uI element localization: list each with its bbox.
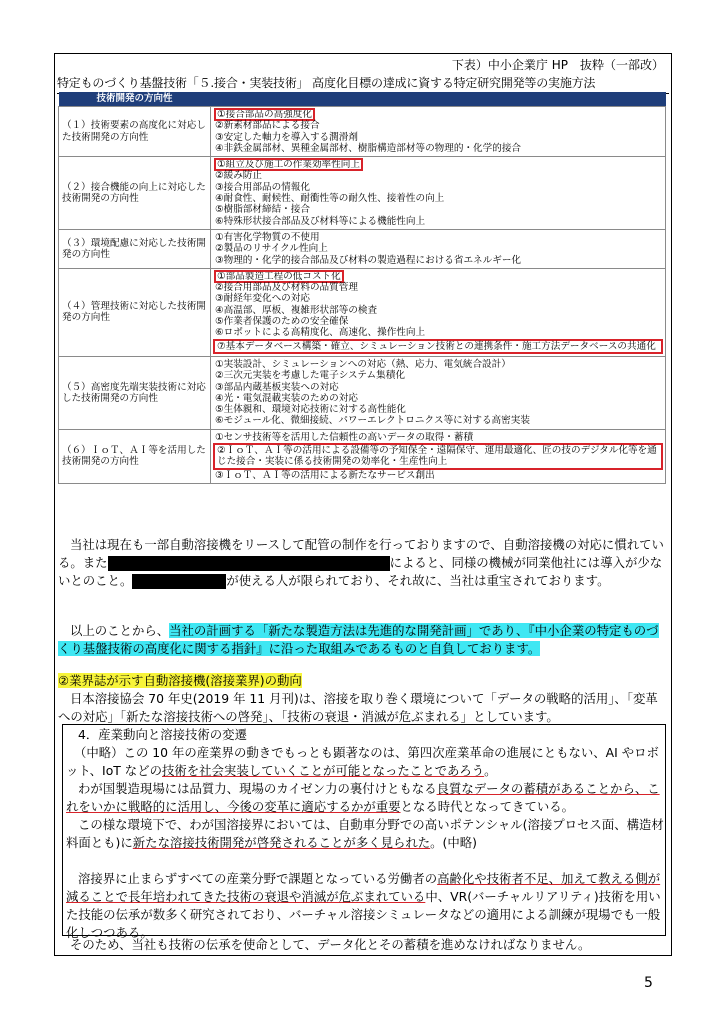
row-item-text: ②新素材部品による接合: [215, 120, 320, 132]
p1-c: が使える人が限られており、それ故に、当社は重宝されております。: [226, 573, 610, 588]
row-item: [215, 255, 661, 266]
row-category: （５）高密度先端実装技術に対応した技術開発の方向性: [59, 356, 211, 429]
closing-line: そのため、当社も技術の伝承を使命として、データ化とその蓄積を進めなければなりません。: [70, 937, 591, 952]
table-row: [59, 429, 666, 483]
row-items: [211, 429, 666, 483]
q2c: となる時代となってきている。: [400, 799, 575, 814]
row-items: [211, 157, 666, 230]
table-title: 特定ものづくり基盤技術「５.接合・実装技術」 高度化目標の達成に資する特定研究開発等の実施方法: [57, 74, 669, 94]
row-item: [213, 339, 663, 354]
redacted-2: [132, 574, 226, 589]
heading-2-text: ②業界誌が示す自動溶接機(溶接業界)の動向: [58, 673, 302, 688]
row-item-text: ①センサ技術等を活用した信頼性の高いデータの取得・蓄積: [215, 431, 474, 443]
row-item: [215, 305, 661, 316]
row-item: [215, 182, 661, 193]
q2b: 良質なデータの蓄積があることから、これをいかに戦略的に活用し、今後の変革に適応するかが重要: [66, 781, 660, 814]
row-item: [215, 193, 661, 204]
row-item-text: ④高温部、厚板、複雑形状部等の検査: [215, 304, 378, 316]
quote-p3: [66, 816, 664, 852]
p1-b: によると、同様の機械が同業他社には導入が少ないとのこと。: [58, 555, 663, 588]
q4a: 溶接界に止まらずすべての産業分野で課題となっている労働者の: [78, 871, 438, 886]
row-item: [213, 443, 663, 470]
row-item: [215, 316, 661, 327]
row-item: [215, 327, 661, 338]
p1-a: 当社は現在も一部自動溶接機をリースして配管の制作を行っておりますので、自動溶接機の対応に慣れている。また: [58, 537, 664, 570]
row-item-text: ③部品内蔵基板実装への対応: [215, 381, 339, 393]
row-item-text: ②接合用部品及び材料の品質管理: [215, 282, 358, 294]
row-item: [215, 415, 661, 426]
redacted-1: [108, 556, 390, 571]
paragraph-2: [58, 622, 668, 658]
row-item-text: ③ＩｏＴ、ＡＩ等の活用による新たなサービス創出: [215, 469, 435, 481]
quote-gap: [66, 852, 664, 870]
row-item-text: ②ＩｏＴ、ＡＩ等の活用による設備等の予知保全・遠隔保守、運用最適化、匠の技のデジタル化等を通じた接合・実装に係る技術開発の効率化・生産性向上: [217, 445, 657, 468]
paragraph-1: [58, 536, 668, 590]
q1b: 技術を社会実装していくことが可能となったことであろう: [161, 763, 485, 778]
row-category: （１）技術要素の高度化に対応した技術開発の方向性: [59, 107, 211, 157]
row-item-text: ①部品製造工程の低コスト化: [217, 270, 341, 282]
p2-highlight: 当社の計画する「新たな製造方法は先進的な開発計画」であり、『中小企業の特定ものづくり基盤技術の高度化に関する指針』に沿った取組みであるものと自負しております。: [58, 623, 659, 656]
row-item: [215, 293, 661, 304]
q2a: わが国製造現場には品質力、現場のカイゼン力の裏付けともなる: [78, 781, 437, 796]
q1c: 。: [484, 763, 497, 778]
q3c: 。(中略): [430, 835, 478, 850]
row-item: [215, 271, 661, 282]
row-item: [215, 404, 661, 415]
row-item: [215, 243, 661, 254]
row-item: [215, 170, 661, 181]
quote-p1: [66, 744, 664, 780]
row-item: [215, 232, 661, 243]
row-item-text: ⑤生体親和、環境対応技術に対する高性能化: [215, 404, 406, 416]
row-item: [215, 143, 661, 154]
row-item: [215, 120, 661, 131]
row-item-text: ③耐経年変化への対応: [215, 293, 310, 305]
table-row: [59, 356, 666, 429]
row-items: [211, 107, 666, 157]
row-item: [215, 382, 661, 393]
row-item: [215, 470, 661, 481]
row-item: [215, 282, 661, 293]
quote-p2: [66, 780, 664, 816]
row-item: [215, 370, 661, 381]
row-item: [215, 216, 661, 227]
row-item-text: ①実装設計、シミュレーションへの対応（熱、応力、電気統合設計）: [215, 358, 511, 370]
quote-text: [66, 726, 664, 942]
row-items: [211, 268, 666, 356]
row-item-text: ④光・電気混載実装のための対応: [215, 392, 358, 404]
row-category: （３）環境配慮に対応した技術開発の方向性: [59, 229, 211, 268]
row-item: [215, 132, 661, 143]
row-item-text: ②三次元実装を考慮した電子システム集積化: [215, 370, 405, 382]
row-item: [215, 359, 661, 370]
source-note: 下表）中小企業庁 HP 抜粋（一部改）: [451, 58, 664, 72]
quote-title: 4．産業動向と溶接技術の変遷: [78, 727, 247, 742]
row-category: （４）管理技術に対応した技術開発の方向性: [59, 268, 211, 356]
table-row: [59, 229, 666, 268]
row-item-text: ④非鉄金属部材、異種金属部材、樹脂構造部材等の物理的・化学的接合: [215, 142, 522, 154]
q3b: 新たな溶接技術開発が啓発されることが多く見られた: [132, 835, 431, 850]
quote-p4: [66, 870, 664, 942]
row-item: [215, 159, 661, 170]
table-header-blank: [211, 92, 666, 107]
row-item-text: ④耐食性、耐候性、耐衝性等の耐久性、接着性の向上: [215, 193, 445, 205]
row-item-text: ③接合用部品の情報化: [215, 181, 310, 193]
row-item-text: ⑦基本データベース構築・確立、シミュレーション技術との連携条件・施工方法データベースの共通化: [217, 340, 656, 352]
row-items: [211, 229, 666, 268]
row-item: [215, 109, 661, 120]
row-item-text: ②製品のリサイクル性向上: [215, 243, 328, 255]
row-item-text: ②緩み防止: [215, 170, 262, 182]
row-item-text: ⑥ロボットによる高精度化、高速化、操作性向上: [215, 327, 426, 339]
table-row: [59, 107, 666, 157]
row-item-text: ⑤樹脂部材締結・接合: [215, 204, 310, 216]
q1a: （中略）この 10 年の産業界の動きでもっとも顕著なのは、第四次産業革命の進展にともない、AI やロボット、IoT などの: [66, 745, 659, 778]
row-items: [211, 356, 666, 429]
table-row: [59, 157, 666, 230]
row-item-text: ①組立及び施工の作業効率性向上: [217, 159, 360, 171]
row-item-text: ⑥モジュール化、微細接続、パワーエレクトロニクス等に対する高密実装: [215, 415, 530, 427]
row-item-text: ①接合部品の高強度化: [217, 109, 312, 120]
heading-2: [58, 672, 668, 690]
table-row: [59, 268, 666, 356]
row-item: [215, 204, 661, 215]
row-item-text: ⑥特殊形状接合部品及び材料等による機能性向上: [215, 215, 426, 227]
q4b: 高齢化や技術者不足、加えて教える側が減ることで長年培われてきた技術の衰退や消滅が危ぶまれている: [66, 871, 661, 904]
table-header: 技術開発の方向性: [59, 92, 211, 107]
row-item: [215, 393, 661, 404]
tech-table: [58, 92, 666, 484]
table-header-row: [59, 92, 666, 107]
row-item-text: ③物理的・化学的接合部品及び材料の製造過程における省エネルギー化: [215, 254, 522, 266]
row-item: [215, 432, 661, 443]
q3a: この様な環境下で、わが国溶接界においては、自動車分野での高いポテンシャル(溶接プロセス面、構造材料面とも)に: [66, 817, 664, 850]
row-item-text: ①有害化学物質の不使用: [215, 231, 320, 243]
paragraph-3: 日本溶接協会 70 年史(2019 年 11 月刊)は、溶接を取り巻く環境について「データの戦略的活用」、「変革への対応」「新たな溶接技術への啓発」、「技術の衰退・消滅が危ぶまれる」としています。: [58, 691, 658, 724]
p2-a: 以上のことから、: [70, 623, 170, 638]
q4c: 中、VR(バーチャルリアリティ)技術を用いた技能の伝承が数多く研究されており、バーチャル溶接シミュレータなどの適用による訓練が現場でも一般化しつつある。: [66, 889, 661, 940]
row-item-text: ⑤作業者保護のための安全確保: [215, 316, 349, 328]
row-category: （２）接合機能の向上に対応した技術開発の方向性: [59, 157, 211, 230]
page-number: 5: [644, 975, 653, 991]
row-category: （６）ＩｏＴ、ＡＩ等を活用した技術開発の方向性: [59, 429, 211, 483]
row-item-text: ③安定した軸力を導入する潤滑剤: [215, 131, 358, 143]
